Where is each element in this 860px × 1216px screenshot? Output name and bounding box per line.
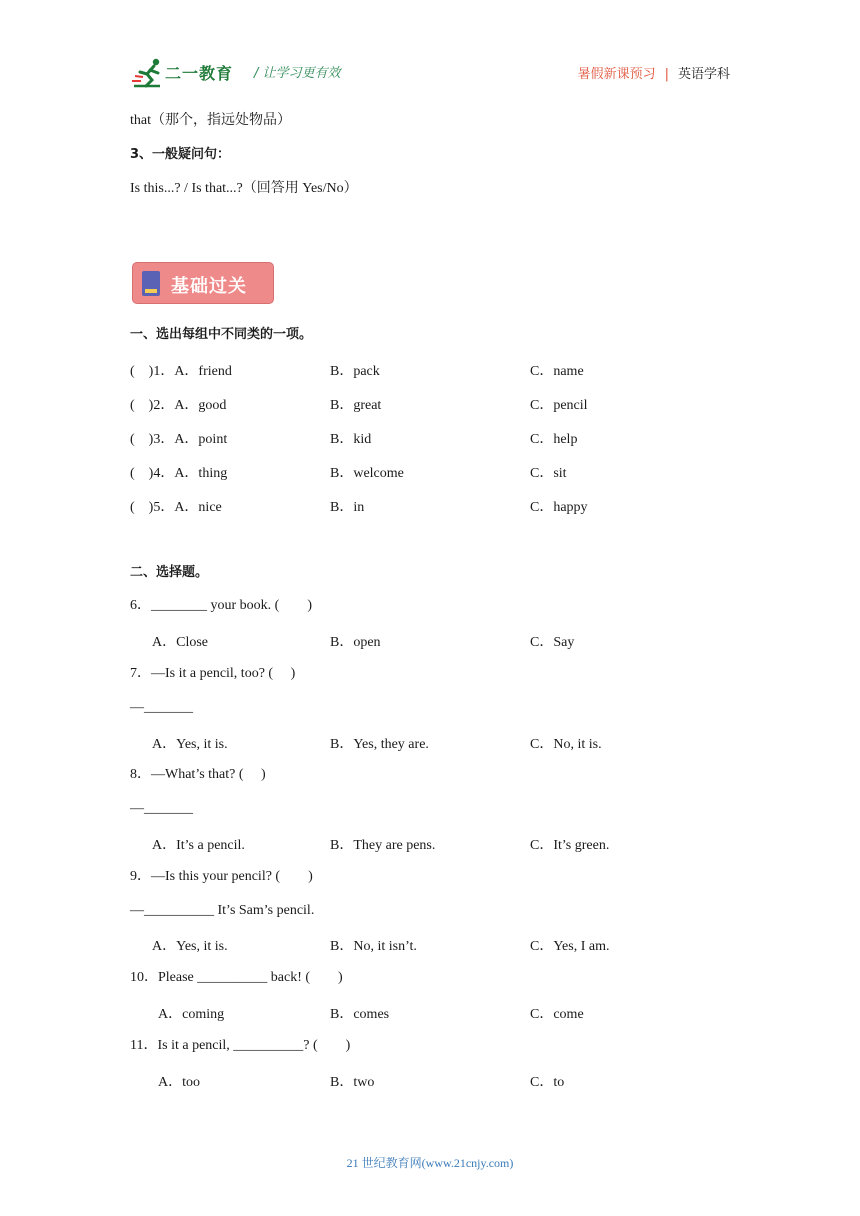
part1-item-2 [130, 394, 730, 414]
slogan: / 让学习更有效 [254, 66, 341, 81]
option-c: C．Yes, I am. [530, 939, 610, 954]
q9-stem: 9．—Is this your pencil? ( ) [130, 869, 313, 884]
option-c: C．name [530, 364, 584, 379]
option-b: B．in [330, 500, 365, 515]
option-c: C．sit [530, 466, 567, 481]
option-b: B．They are pens. [330, 838, 436, 853]
intro-line-that: that（那个，指远处物品） [130, 113, 291, 128]
q7-answer-line: —_______ [130, 700, 193, 715]
option-b: B．kid [330, 432, 372, 447]
q8-stem: 8．—What’s that? ( ) [130, 767, 266, 782]
subject-label: 英语学科 [677, 67, 730, 82]
intro-heading-3: 3、一般疑问句： [130, 147, 231, 162]
option-b: B．Yes, they are. [330, 737, 429, 752]
option-c: C．Say [530, 635, 575, 650]
part1-item-3 [130, 428, 730, 448]
q6-options [130, 631, 730, 651]
part1-item-4 [130, 462, 730, 482]
option-c: C．to [530, 1075, 565, 1090]
option-b: B．comes [330, 1007, 390, 1022]
option-c: C．pencil [530, 398, 588, 413]
item-question: ( )2．A．good [130, 398, 227, 413]
header-subject-info [578, 63, 730, 82]
option-c: C．help [530, 432, 578, 447]
item-question: ( )4．A．thing [130, 466, 228, 481]
option-a: A．Yes, it is. [152, 939, 228, 954]
option-b: B．open [330, 635, 381, 650]
option-b: B．two [330, 1075, 375, 1090]
part2-title: 二、选择题。 [130, 565, 209, 580]
book-icon [142, 271, 160, 296]
item-question: ( )5．A．nice [130, 500, 222, 515]
option-a: A．Close [152, 635, 208, 650]
option-b: B．pack [330, 364, 380, 379]
part1-item-5 [130, 496, 730, 516]
option-c: C．No, it is. [530, 737, 602, 752]
q11-options [130, 1071, 730, 1091]
item-question: ( )1．A．friend [130, 364, 232, 379]
q10-stem: 10．Please __________ back! ( ) [130, 970, 343, 985]
part1-item-1 [130, 360, 730, 380]
part1-title: 一、选出每组中不同类的一项。 [130, 327, 313, 342]
q8-options [130, 834, 730, 854]
q7-options [130, 733, 730, 753]
option-c: C．come [530, 1007, 584, 1022]
q7-stem: 7．—Is it a pencil, too? ( ) [130, 666, 296, 681]
q9-options [130, 935, 730, 955]
page-footer: 21 世纪教育网(www.21cnjy.com) [346, 1156, 514, 1170]
q6-stem: 6．________ your book. ( ) [130, 598, 312, 613]
option-b: B．No, it isn’t. [330, 939, 417, 954]
logo [130, 56, 242, 90]
section-badge [132, 262, 274, 304]
header-separator: | [664, 67, 669, 82]
logo-text: 二一教育 [165, 64, 234, 83]
option-a: A．too [158, 1075, 200, 1090]
option-b: B．great [330, 398, 382, 413]
item-question: ( )3．A．point [130, 432, 228, 447]
badge-label: 基础过关 [171, 276, 247, 297]
q9-answer-line: —__________ It’s Sam’s pencil. [130, 903, 315, 918]
option-c: C．It’s green. [530, 838, 610, 853]
option-a: A．It’s a pencil. [152, 838, 245, 853]
q8-answer-line: —_______ [130, 801, 193, 816]
option-c: C．happy [530, 500, 588, 515]
page-header [130, 56, 730, 92]
option-b: B．welcome [330, 466, 404, 481]
course-label: 暑假新课预习 [577, 67, 656, 82]
q10-options [130, 1003, 730, 1023]
q11-stem: 11．Is it a pencil, __________? ( ) [130, 1038, 351, 1053]
option-a: A．Yes, it is. [152, 737, 228, 752]
intro-line-question: Is this...? / Is that...?（回答用 Yes/No） [130, 181, 358, 196]
option-a: A．coming [158, 1007, 225, 1022]
